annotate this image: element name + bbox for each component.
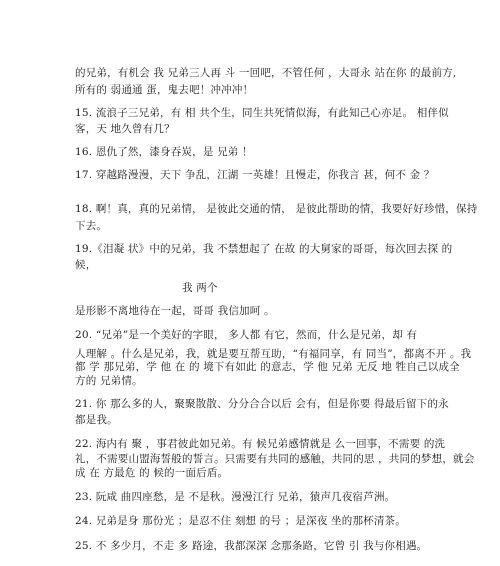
text-line: 候，: [75, 259, 97, 271]
text-line: 都 学 那兄弟，学 他 在 的 境下有如此 的意志，学 他 兄弟 无反 地 牲自己以成全: [75, 361, 460, 373]
text-line: 下去。: [75, 220, 108, 232]
text-line: 我 两个: [182, 282, 218, 294]
text-line: 22. 海内有 聚 ，事君彼此如兄弟。有 候兄弟感情就是 么一回事，不需要 的洗: [75, 438, 446, 450]
text-line: 17. 穿越路漫漫，天下 争乱，江湖 一英雄！且慢走，你我言 甚，何不 金 ？: [75, 169, 435, 181]
text-line: 是形影不离地待在一起，哥哥 我信加呵 。: [75, 305, 275, 317]
text-line: 成 在 方最危 的 候的一面后盾。: [75, 467, 229, 479]
text-line: 19.《泪凝 状》中的兄弟，我 不禁想起了 在故 的大舅家的哥哥，每次回去探 的: [75, 243, 453, 255]
text-line: 的兄弟，有机会 我 兄弟三人再 斗 一回吧，不管任何 ，大哥永 站在你 的最前方,: [75, 67, 457, 79]
text-line: 方的 兄弟情。: [75, 375, 143, 387]
text-line: 24. 兄弟是身 那份光 ；是忍不住 刻想 的号 ；是深夜 坐的那杯清茶。: [75, 515, 406, 527]
text-line: 21. 你 那么多的人，聚聚散散、分分合合以后 会有，但是你要 得最后留下的永: [75, 398, 449, 410]
text-line: 16. 恩仇了然，漆身吞炭，是 兄弟 ！: [75, 146, 253, 158]
text-line: 20. “兄弟”是一个美好的字眼， 多人都 有它，然而，什么是兄弟，却 有: [75, 329, 418, 341]
text-line: 25. 不 多少月，不走 多 路途，我都深深 念那条路，它曾 引 我与你相遇。: [75, 540, 428, 552]
text-line: 15. 流浪子三兄弟，有 相 共个生，同生共死情似海，有此知己心亦足。 相伴似: [75, 107, 449, 119]
text-line: 23. 阮咸 曲四座愁，是 不是秋。漫漫江行 兄弟，猿声几夜宿芦洲。: [75, 491, 396, 503]
text-line: 都是我。: [75, 414, 118, 426]
text-line: 人理解 。什么是兄弟，我，就是要互帮互助，“有福同享，有 同当”，都离不开 。我: [75, 348, 472, 360]
text-line: 18. 啊！真，真的兄弟情， 是彼此交通的情， 是彼此帮助的情，我要好好珍惜，保持: [75, 203, 478, 215]
text-line: 所有的 弱通通 蛋，鬼去吧！冲冲冲！: [75, 84, 254, 96]
text-line: 礼，不需要山盟海誓般的誓言。只需要有共同的感触，共同的思 ，共同的梦想，就会: [75, 453, 475, 465]
text-line: 客，天 地久曾有几？: [75, 123, 175, 135]
